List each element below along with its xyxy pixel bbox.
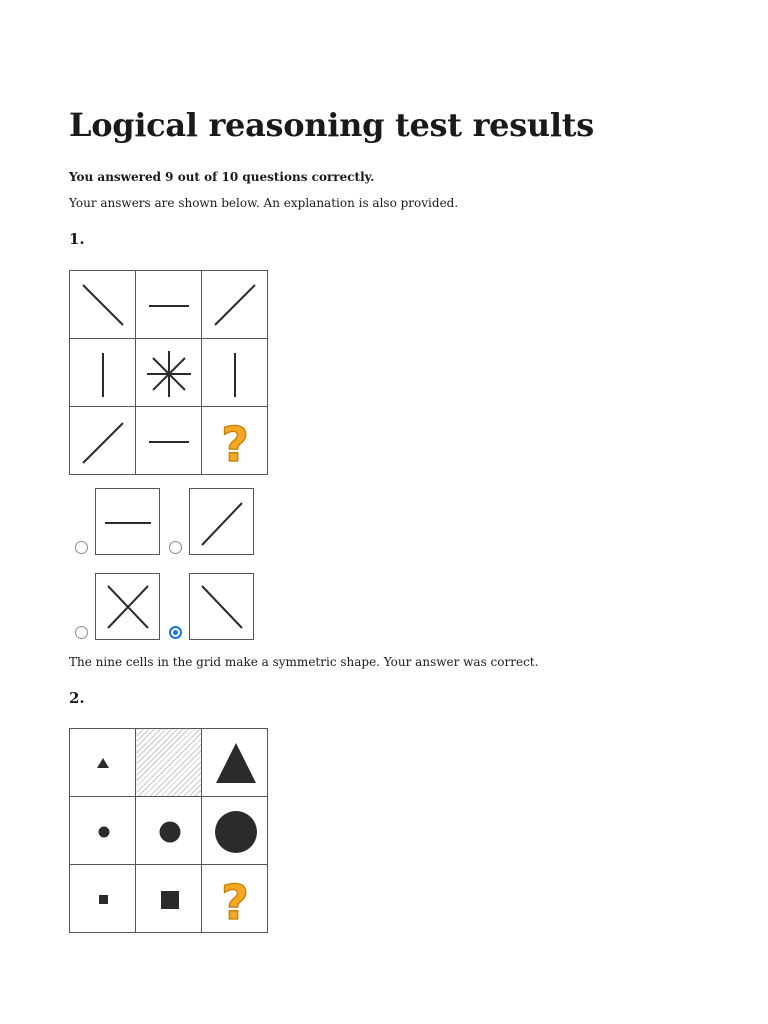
option-radio[interactable]	[169, 541, 182, 554]
question-mark-icon	[205, 411, 265, 471]
slash-line-icon	[73, 411, 133, 471]
svg-text:?: ?	[220, 874, 249, 929]
small-square-icon	[73, 869, 133, 929]
question-1-grid	[69, 270, 268, 475]
option-radio[interactable]	[75, 626, 88, 639]
intro-text: Your answers are shown below. An explanation is also provided.	[69, 196, 459, 210]
horizontal-line-icon	[139, 275, 199, 335]
cross-x-icon	[96, 574, 159, 639]
small-triangle-icon	[73, 733, 133, 793]
grid-cell	[70, 797, 136, 865]
grid-cell	[70, 865, 136, 933]
option-box[interactable]	[95, 573, 160, 640]
grid-cell	[70, 339, 136, 407]
option-box[interactable]	[189, 573, 254, 640]
grid-cell	[136, 271, 202, 339]
asterisk-icon	[139, 343, 199, 403]
grid-cell	[202, 339, 268, 407]
horizontal-line-icon	[96, 489, 159, 554]
grid-cell	[202, 797, 268, 865]
slash-line-icon	[205, 275, 265, 335]
question-2-number: 2.	[69, 689, 85, 707]
answer-option-4[interactable]	[163, 573, 333, 645]
question-1-number: 1.	[69, 230, 85, 248]
grid-cell	[70, 407, 136, 475]
grid-cell	[202, 865, 268, 933]
large-triangle-icon	[205, 733, 265, 793]
backslash-line-icon	[190, 574, 253, 639]
grid-cell	[70, 729, 136, 797]
option-radio-selected[interactable]	[169, 626, 182, 639]
question-2-grid	[69, 728, 268, 933]
question-mark-icon	[205, 869, 265, 929]
grid-cell	[70, 271, 136, 339]
grid-cell	[136, 407, 202, 475]
medium-circle-icon	[139, 801, 199, 861]
vertical-line-icon	[73, 343, 133, 403]
backslash-line-icon	[73, 275, 133, 335]
option-box[interactable]	[95, 488, 160, 555]
grid-cell	[136, 339, 202, 407]
grid-cell-hatched	[136, 729, 202, 797]
option-box[interactable]	[189, 488, 254, 555]
large-circle-icon	[205, 801, 265, 861]
page-title: Logical reasoning test results	[69, 106, 594, 144]
medium-square-icon	[139, 869, 199, 929]
svg-text:?: ?	[220, 416, 249, 471]
grid-cell	[202, 271, 268, 339]
small-circle-icon	[73, 801, 133, 861]
answer-option-2[interactable]	[163, 488, 333, 560]
score-summary: You answered 9 out of 10 questions correctly.	[69, 170, 375, 184]
grid-cell	[136, 797, 202, 865]
grid-cell	[202, 729, 268, 797]
slash-line-icon	[190, 489, 253, 554]
vertical-line-icon	[205, 343, 265, 403]
question-1-explanation: The nine cells in the grid make a symmetric shape. Your answer was correct.	[69, 655, 539, 669]
horizontal-line-icon	[139, 411, 199, 471]
grid-cell	[202, 407, 268, 475]
grid-cell	[136, 865, 202, 933]
option-radio[interactable]	[75, 541, 88, 554]
